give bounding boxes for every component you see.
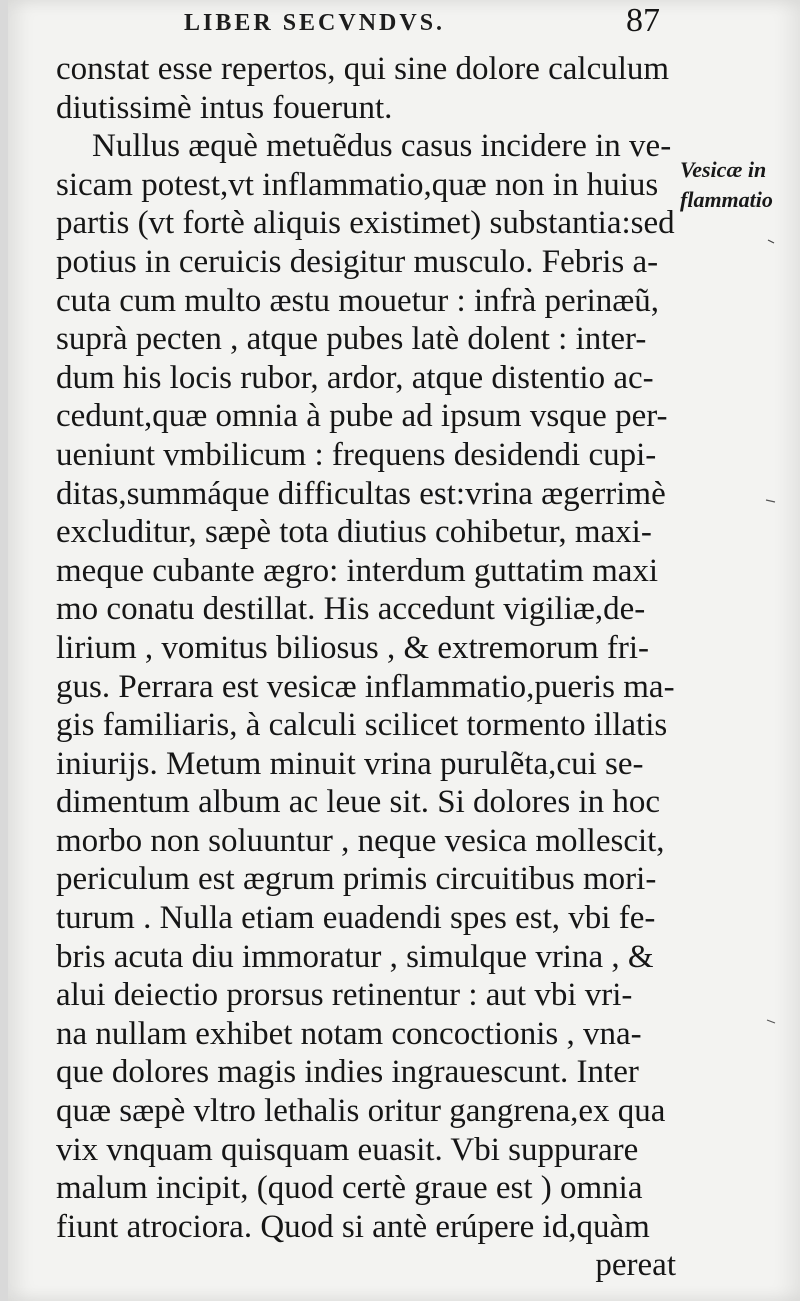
text-line: que dolores magis indies ingrauescunt. Inter [56, 1054, 639, 1091]
text-line: gis familiaris, à calculi scilicet tormento illatis [56, 707, 668, 744]
text-line: iniurijs. Metum minuit vrina purulẽta,cui se- [56, 745, 644, 782]
margin-marks [760, 120, 786, 1160]
text-line: malum incipit, (quod certè graue est ) omnia [56, 1170, 643, 1207]
text-line: ueniunt vmbilicum : frequens desidendi cupi- [56, 436, 657, 473]
text-line: vix vnquam quisquam euasit. Vbi suppurare [56, 1131, 639, 1168]
text-line: ditas,summáque difficultas est:vrina ægerrimè [56, 475, 666, 512]
text-line: periculum est ægrum primis circuitibus mori- [56, 861, 657, 898]
text-line: dum his locis rubor, ardor, atque distentio ac- [56, 359, 654, 396]
book-page [8, 0, 800, 1301]
text-line: turum . Nulla etiam euadendi spes est, vbi fe- [56, 900, 656, 937]
text-line: meque cubante ægro: interdum guttatim maxi [56, 552, 659, 589]
catchword: pereat [595, 1247, 676, 1284]
text-line: fiunt atrociora. Quod si antè erúpere id,quàm [56, 1208, 650, 1245]
text-line: excluditur, sæpè tota diutius cohibetur, maxi- [56, 514, 652, 551]
text-line: gus. Perrara est vesicæ inflammatio,pueris ma- [56, 668, 675, 705]
text-line: morbo non soluuntur , neque vesica mollescit, [56, 822, 665, 859]
text-line: constat esse repertos, qui sine dolore calculum [56, 51, 670, 87]
page-number: 87 [626, 2, 660, 39]
text-line: partis (vt fortè aliquis existimet) substantia:sed [56, 205, 675, 242]
text-line: lirium , vomitus biliosus , & extremorum fri- [56, 629, 650, 666]
text-line: dimentum album ac leue sit. Si dolores in hoc [56, 784, 660, 821]
text-line: Nullus æquè metuẽdus casus incidere in ve- [92, 128, 672, 165]
text-line: suprà pecten , atque pubes latè dolent : inter- [56, 321, 647, 358]
text-line: cedunt,quæ omnia à pube ad ipsum vsque per- [56, 398, 668, 435]
marginal-note [680, 155, 792, 215]
text-line: sicam potest,vt inflammatio,quæ non in huius [56, 166, 659, 203]
page-header [184, 2, 664, 42]
text-line: bris acuta diu immoratur , simulque vrina , & [56, 938, 654, 975]
text-line: diutissimè intus fouerunt. [56, 89, 393, 126]
body-text [56, 50, 676, 1285]
text-line: potius in ceruicis desigitur musculo. Febris a- [56, 243, 659, 280]
text-line: mo conatu destillat. His accedunt vigiliæ,de- [56, 591, 646, 628]
marginal-note-line: flammatio [680, 187, 773, 212]
text-line: na nullam exhibet notam concoctionis , vna- [56, 1015, 642, 1052]
text-line: alui deiectio prorsus retinentur : aut vbi vri- [56, 977, 633, 1014]
running-title: LIBER SECVNDVS. [184, 10, 446, 36]
marginal-note-line: Vesicæ in [680, 157, 767, 182]
text-line: quæ sæpè vltro lethalis oritur gangrena,ex qua [56, 1093, 666, 1130]
text-line: cuta cum multo æstu mouetur : infrà perinæũ, [56, 282, 660, 319]
